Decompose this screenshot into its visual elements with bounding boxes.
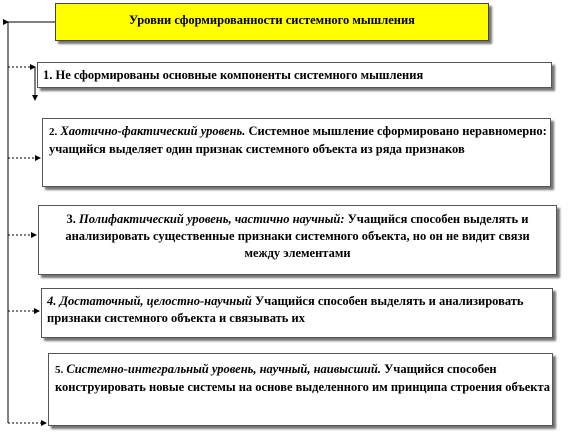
- level-2-box: [42, 118, 551, 187]
- level-4-text: Учащийся способен выделять и анализировать признаки системного объекта и связывать их: [47, 294, 524, 325]
- level-3-number: 3.: [66, 212, 76, 226]
- level-1-box: [37, 62, 552, 88]
- level-5-box: [48, 353, 553, 426]
- level-4-number: 4.: [47, 294, 57, 308]
- level-5-number: 5.: [55, 364, 64, 376]
- level-3-heading: Полифактический уровень, частично научный:: [79, 212, 345, 226]
- level-2-heading: Хаотично-фактический уровень.: [60, 124, 246, 138]
- level-4-box: [41, 288, 553, 338]
- level-5-heading: Системно-интегральный уровень, научный, наивысший.: [66, 362, 381, 376]
- diagram-title: [55, 3, 489, 41]
- level-4-heading: Достаточный, целостно-научный: [59, 294, 252, 308]
- level-2-text: Системное мышление сформировано неравномерно: учащийся выделяет один признак системного объекта из ряда признаков: [49, 124, 547, 156]
- level-3-box: [38, 205, 557, 275]
- level-2-number: 2.: [49, 126, 58, 138]
- level-1-text: Не сформированы основные компоненты системного мышления: [55, 68, 424, 82]
- level-1-number: 1.: [43, 68, 53, 82]
- title-text: Уровни сформированности системного мышления: [129, 13, 415, 27]
- level-3-text: Учащийся способен выделять и анализировать существенные признаки системного объекта, но он не видит связи между элементами: [65, 212, 530, 260]
- level-5-text: Учащийся способен конструировать новые системы на основе выделенного им принципа строения объекта: [55, 362, 551, 394]
